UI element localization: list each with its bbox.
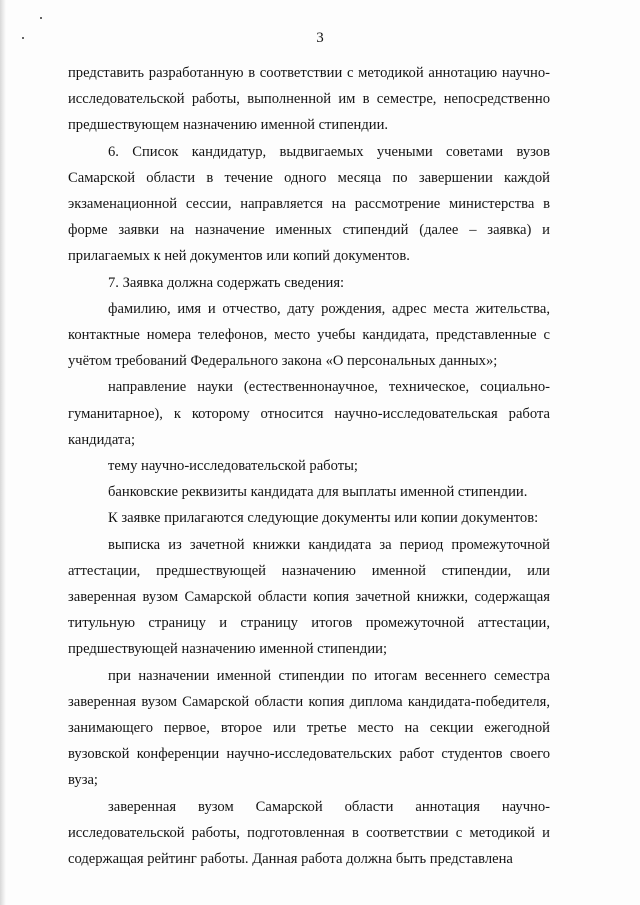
scan-edge	[0, 0, 6, 905]
paragraph: фамилию, имя и отчество, дату рождения, адрес места жительства, контактные номера телефонов, место учебы кандидата, представленные с учётом требований Федерального закона «О персональных данных»;	[68, 300, 550, 370]
paragraph: К заявке прилагаются следующие документы или копии документов:	[108, 510, 539, 527]
paragraph: направление науки (естественнонаучное, техническое, социально-гуманитарное), к которому относится научно-исследовательская работа кандидата;	[68, 379, 550, 448]
paragraph: тему научно-исследовательской работы;	[108, 458, 358, 475]
paragraph: банковские реквизиты кандидата для выплаты именной стипендии.	[108, 484, 528, 501]
scan-dot	[40, 17, 42, 19]
body-text	[68, 60, 550, 872]
paragraph: заверенная вузом Самарской области аннотация научно-исследовательской работы, подготовленная в соответствии с методикой и содержащая рейтинг работы. Данная работа должна быть представлена	[68, 798, 550, 868]
paragraph: выписка из зачетной книжки кандидата за период промежуточной аттестации, предшествующей назначению именной стипендии, или заверенная вузом Самарской области копия зачетной книжки, содержащая титульную страницу и страницу итогов промежуточной аттестации, предшествующей назначению именной стипендии;	[68, 536, 550, 658]
paragraph: представить разработанную в соответствии с методикой аннотацию научно-исследовательской работы, выполненной им в семестре, непосредственно предшествующем назначению именной стипендии.	[68, 65, 550, 134]
paragraph: при назначении именной стипендии по итогам весеннего семестра заверенная вузом Самарской области копия диплома кандидата-победителя, занимающего первое, второе или третье место на секции ежегодной вузовской конференции научно-исследовательских работ студентов своего вуза;	[68, 667, 550, 789]
paragraph: 6. Список кандидатур, выдвигаемых учеными советами вузов Самарской области в течение одного месяца по завершении каждой экзаменационной сессии, направляется на рассмотрение министерства в форме заявки на назначение именных стипендий (далее – заявка) и прилагаемых к ней документов или копий документов.	[68, 143, 550, 265]
page-number: 3	[316, 30, 324, 46]
paragraph: 7. Заявка должна содержать сведения:	[108, 274, 345, 291]
